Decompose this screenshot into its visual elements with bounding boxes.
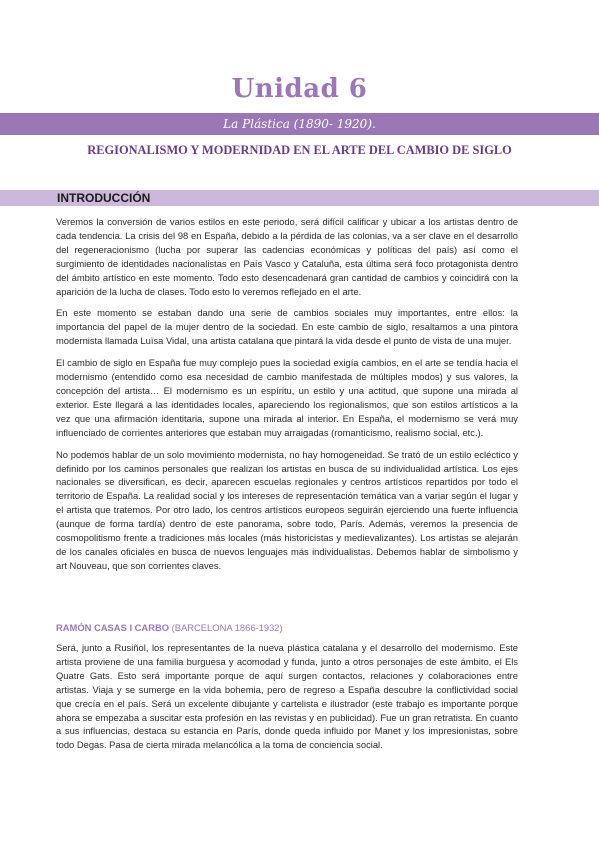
section-title: INTRODUCCIÓN [57, 191, 151, 205]
person-dates: (BARCELONA 1866-1932) [171, 622, 283, 633]
paragraph: Será, junto a Rusiñol, los representantes de la nueva plástica catalana y el desarrollo del modernismo. Este artista proviene de una familia burguesa y acomodad y funda, junto a otros personajes de este ámbito, el Els Quatre Gats. Esto será importante porque de aquí surgen contactos, relaciones y colaboraciones entre artistas. Viaja y se sumerge en la vida bohemia, pero de regreso a España descubre la conflictividad social que crecía en el país. Será un excelente dibujante y cartelista e ilustrador (este trabajo es importante porque ahora se empezaba a suscitar esta profesión en las revistas y en publicidad). Fue un gran retratista. En cuanto a sus influencias, destaca su estancia en París, donde queda influido por Manet y los impresionistas, sobre todo Degas. Pasa de cierta mirada melancólica a la toma de conciencia social. [56, 642, 518, 751]
paragraph: En este momento se estaban dando una serie de cambios sociales muy importantes, entre ellos: la importancia del papel de la mujer dentro de la sociedad. En este cambio de siglo, resaltamos a una pintora modernista llamada Luïsa Vidal, una artista catalana que pintará la vida desde el punto de vista de una mujer. [56, 307, 518, 347]
paragraph: No podemos hablar de un solo movimiento modernista, no hay homogeneidad. Se trató de un estilo ecléctico y definido por los caminos personales que realizan los artistas en busca de su individualidad artística. Los ejes nacionales se diversifican, es decir, aparecen escuelas regionales y centros artísticos repartidos por todo el territorio de España. La realidad social y los intereses de representación temática van a variar según el lugar y el artista que tratemos. Por otro lado, los centros artísticos europeos seguirán ejerciendo una fuerte influencia (aunque de forma tardía) dentro de este panorama, sobre todo, París. Además, veremos la presencia de cosmopolitismo frente a tradiciones más locales (más historicistas y medievalizantes). Los artistas se alejarán de los canales oficiales en busca de nuevos lenguajes más individualistas. Debemos hablar de simbolismo y art Nouveau, que son corrientes claves. [56, 448, 518, 571]
main-heading: REGIONALISMO Y MODERNIDAD EN EL ARTE DEL CAMBIO DE SIGLO [87, 143, 512, 157]
section-header-band [0, 190, 599, 206]
person-heading [56, 622, 283, 633]
person-name: RAMÓN CASAS I CARBO [56, 622, 170, 633]
paragraph: El cambio de siglo en España fue muy complejo pues la sociedad exigía cambios, en el arte se tendía hacia el modernismo (entendido como esa necesidad de cambio manifestada de múltiples modos) y sus valores, la concepción del artista… El modernismo es un espíritu, un estilo y una actitud, que supone una mirada al exterior. Este llegará a las identidades locales, apareciendo los regionalismos, que son estilos artísticos a la vez que una afirmación identitaria, supone una mirada al interior. En España, el modernismo se verá muy influenciado de corrientes anteriores que estaban muy arraigadas (romanticismo, realismo social, etc.). [56, 357, 518, 438]
intro-body [56, 215, 518, 581]
subtitle-band [0, 113, 599, 135]
unit-title: Unidad 6 [231, 74, 368, 104]
subtitle: La Plástica (1890- 1920). [223, 117, 376, 131]
person-body [56, 641, 518, 760]
paragraph: Veremos la conversión de varios estilos en este periodo, será difícil calificar y ubicar a los artistas dentro de cada tendencia. La crisis del 98 en España, debido a la pérdida de las colonias, va a ser clave en el desarrollo del regeneracionismo (lucha por superar las cadencias económicas y políticas del país) así como el surgimiento de identidades nacionalistas en País Vasco y Cataluña, esta última será foco protagonista dentro del ámbito artístico en este momento. Todo esto desencadenará gran cantidad de cambios y coincidirá con la aparición de la lucha de clases. Todo esto lo veremos reflejado en el arte. [56, 216, 518, 297]
